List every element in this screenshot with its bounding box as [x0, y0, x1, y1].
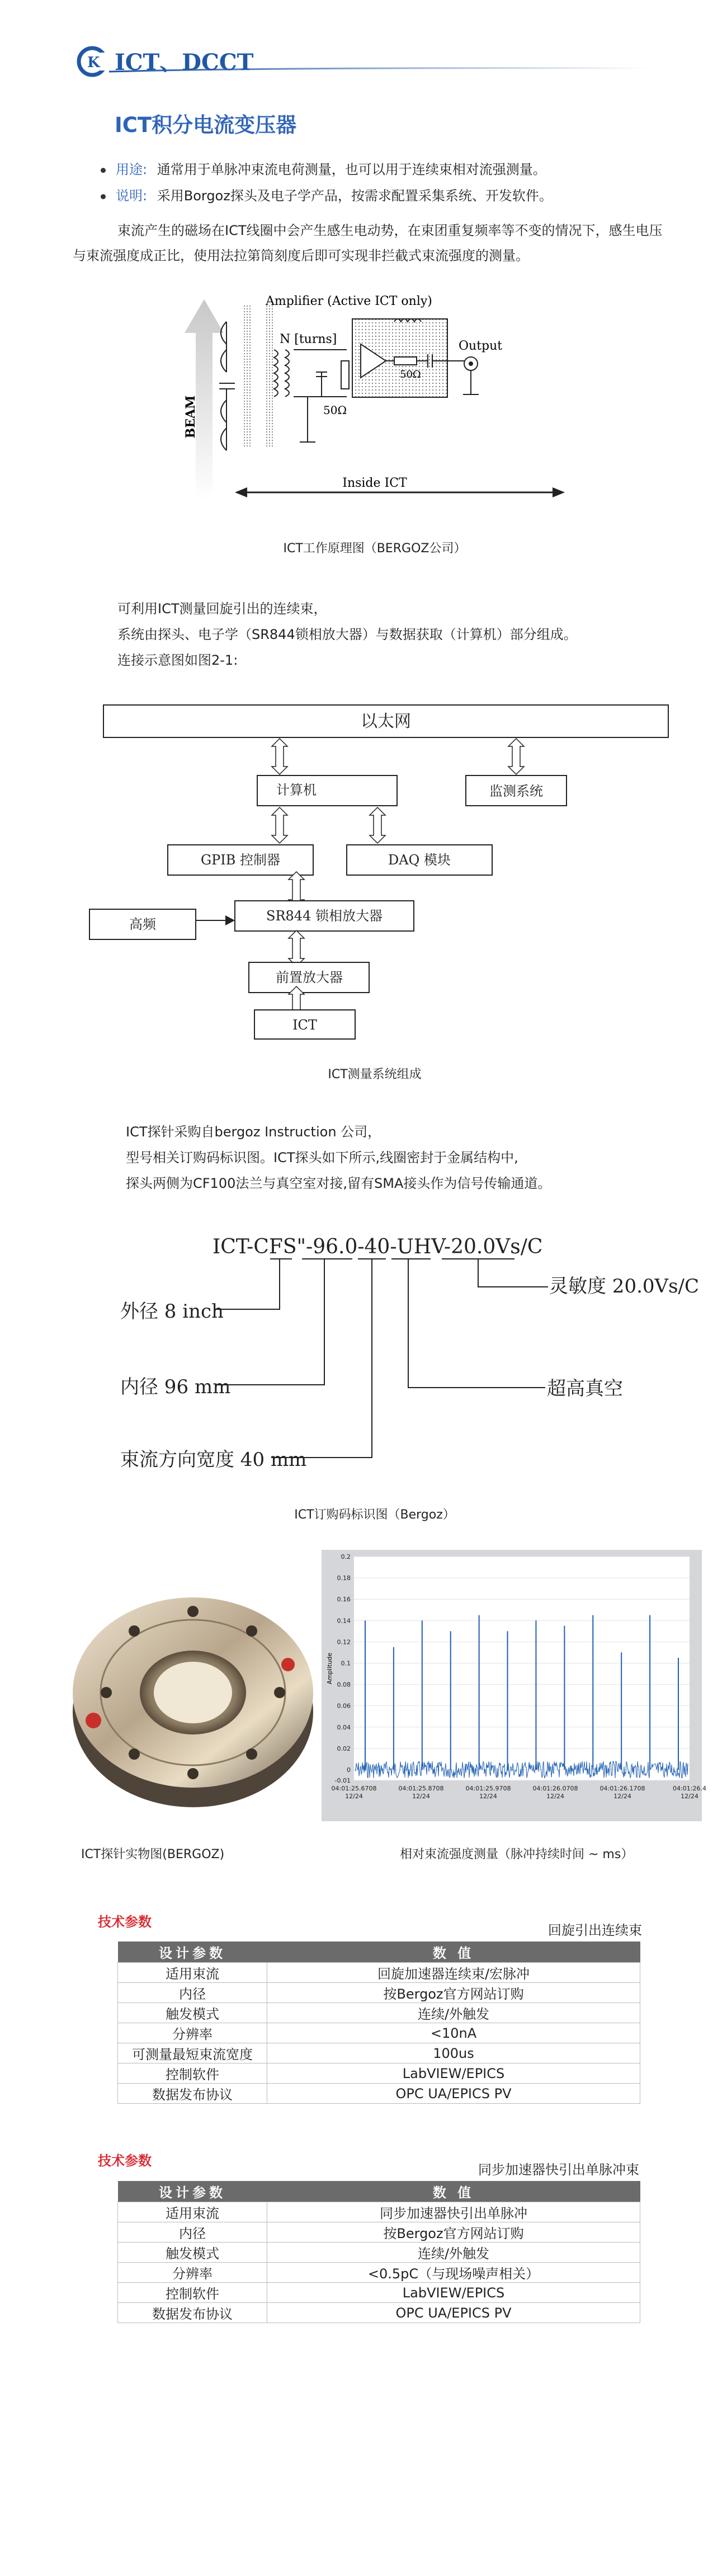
system-block-diagram — [87, 699, 679, 1035]
resistor-50-left: 50Ω — [323, 403, 347, 417]
order-code-diagram — [112, 1228, 699, 1474]
param-value: 按Bergoz官方网站订购 — [267, 1983, 640, 2003]
param-value: <10nA — [267, 2023, 640, 2043]
diagram3-caption: ICT订购码标识图（Bergoz） — [294, 1508, 455, 1522]
sensitivity-label: 灵敏度 20.0Vs/C — [549, 1275, 699, 1298]
turns-label: N [turns] — [280, 332, 337, 346]
param-name: 可测量最短束流宽度 — [118, 2043, 267, 2063]
param-name: 控制软件 — [118, 2283, 267, 2303]
y-tick-label: 0.16 — [337, 1596, 351, 1604]
y-tick-label: 0.14 — [337, 1617, 351, 1625]
param-value: <0.5pC（与现场噪声相关） — [267, 2263, 640, 2283]
beam-width-label: 束流方向宽度 40 mm — [120, 1449, 307, 1471]
uhv-label: 超高真空 — [547, 1378, 623, 1400]
y-tick-label: 0.2 — [341, 1553, 351, 1560]
table-header: 数 值 — [267, 1942, 640, 1963]
amplifier-label: Amplifier (Active ICT only) — [266, 294, 432, 308]
monitor-label: 监测系统 — [489, 783, 543, 799]
computer-label: 计算机 — [276, 782, 317, 798]
param-name: 数据发布协议 — [118, 2084, 267, 2104]
bullet-usage — [101, 158, 546, 178]
table-header: 设计参数 — [118, 1942, 267, 1963]
param-name: 适用束流 — [118, 2202, 267, 2222]
param-value: 连续/外触发 — [267, 2243, 640, 2263]
bullet-key: 说明: — [116, 188, 148, 204]
x-tick-label: 04:01:26.0708 12/24 — [532, 1785, 578, 1800]
x-tick-label: 04:01:26.4 12/24 — [673, 1785, 706, 1800]
table-header: 数 值 — [267, 2181, 640, 2202]
table-row — [118, 2243, 640, 2263]
y-tick-label: 0.08 — [337, 1681, 351, 1689]
ict-label: ICT — [292, 1017, 317, 1033]
probe-line-1: ICT探针采购自bergoz Instruction 公司， — [126, 1124, 381, 1140]
system-line-3: 连接示意图如图2-1: — [117, 652, 238, 668]
system-line-1: 可利用ICT测量回旋引出的连续束， — [117, 601, 327, 617]
inside-ict-label: Inside ICT — [342, 476, 407, 490]
y-tick-label: 0.02 — [337, 1745, 351, 1752]
param-value: 同步加速器快引出单脉冲 — [267, 2202, 640, 2222]
y-tick-label: 0.18 — [337, 1574, 351, 1582]
probe-line-2: 型号相关订购码标识图。ICT探头如下所示,线圈密封于金属结构中, — [126, 1150, 518, 1165]
table-row — [118, 1963, 640, 1983]
x-tick-label: 04:01:26.1708 12/24 — [599, 1785, 645, 1800]
y-tick-label: 0.1 — [341, 1660, 351, 1667]
param-name: 内径 — [118, 1983, 267, 2003]
preamp-label: 前置放大器 — [276, 970, 343, 985]
chart-y-axis-label: Amplitude — [326, 1652, 333, 1685]
sr844-label: SR844 锁相放大器 — [266, 908, 383, 924]
table-row — [118, 2084, 640, 2104]
table2-note: 同步加速器快引出单脉冲束 — [478, 2162, 639, 2178]
param-name: 控制软件 — [118, 2063, 267, 2084]
param-name: 分辨率 — [118, 2263, 267, 2283]
table-row — [118, 1983, 640, 2003]
ict-principle-diagram — [173, 288, 576, 523]
table-row — [118, 2202, 640, 2222]
y-tick-label: -0.01 — [334, 1777, 351, 1784]
param-value: 连续/外触发 — [267, 2003, 640, 2023]
system-line-2: 系统由探头、电子学（SR844锁相放大器）与数据获取（计算机）部分组成。 — [117, 627, 577, 642]
probe-line-3: 探头两侧为CF100法兰与真空室对接,留有SMA接头作为信号传输通道。 — [126, 1176, 551, 1191]
beam-intensity-chart — [322, 1550, 706, 1821]
table-row — [118, 2063, 640, 2084]
intro-paragraph: 束流产生的磁场在ICT线圈中会产生感生电动势，在束团重复频率等不变的情况下，感生电压与束流强度成正比，使用法拉第筒刻度后即可实现非拦截式束流强度的测量。 — [73, 223, 663, 264]
param-value: 回旋加速器连续束/宏脉冲 — [267, 1963, 640, 1983]
bullet-text: 采用Borgoz探头及电子学产品，按需求配置采集系统、开发软件。 — [157, 188, 553, 204]
param-name: 分辨率 — [118, 2023, 267, 2043]
param-value: LabVIEW/EPICS — [267, 2063, 640, 2084]
y-tick-label: 0.04 — [337, 1723, 351, 1731]
diagram1-caption: ICT工作原理图（BERGOZ公司） — [283, 542, 466, 556]
bullet-text: 通常用于单脉冲束流电荷测量，也可以用于连续束相对流强测量。 — [157, 162, 546, 177]
inner-diameter-label: 内径 96 mm — [120, 1376, 231, 1398]
output-label: Output — [459, 339, 503, 353]
beam-label: BEAM — [183, 395, 198, 439]
company-logo — [75, 45, 109, 78]
table2-specs — [117, 2181, 640, 2323]
table2-label: 技术参数 — [98, 2153, 152, 2169]
table1-note: 回旋引出连续束 — [548, 1922, 642, 1938]
param-name: 适用束流 — [118, 1963, 267, 1983]
param-name: 内径 — [118, 2222, 267, 2243]
table-row — [118, 2222, 640, 2243]
resistor-50-right: 50Ω — [400, 369, 421, 380]
bullet-description — [101, 185, 553, 204]
table-row — [118, 2263, 640, 2283]
param-name: 触发模式 — [118, 2003, 267, 2023]
table-row — [118, 2043, 640, 2063]
header-title: ICT、DCCT — [115, 49, 254, 76]
ethernet-label: 以太网 — [361, 712, 411, 731]
hf-label: 高频 — [129, 916, 156, 932]
photo-caption: ICT探针实物图(BERGOZ) — [81, 1848, 225, 1862]
param-value: OPC UA/EPICS PV — [267, 2303, 640, 2323]
outer-diameter-label: 外径 8 inch — [120, 1300, 224, 1323]
y-tick-label: 0.12 — [337, 1638, 351, 1646]
param-name: 数据发布协议 — [118, 2303, 267, 2323]
bullet-key: 用途: — [116, 162, 148, 177]
table-header: 设计参数 — [118, 2181, 267, 2202]
table-row — [118, 2303, 640, 2323]
param-value: OPC UA/EPICS PV — [267, 2084, 640, 2104]
table1-label: 技术参数 — [98, 1914, 152, 1930]
ict-probe-photo — [59, 1553, 316, 1821]
chart-caption: 相对束流强度测量（脉冲持续时间 ~ ms） — [400, 1848, 634, 1862]
diagram2-caption: ICT测量系统组成 — [328, 1068, 422, 1082]
page-title: ICT积分电流变压器 — [115, 113, 297, 137]
header-underline — [109, 66, 652, 74]
table1-specs — [117, 1942, 640, 2104]
x-tick-label: 04:01:25.6708 12/24 — [331, 1785, 377, 1800]
table-row — [118, 2003, 640, 2023]
y-tick-label: 0.06 — [337, 1702, 351, 1710]
order-code-text: ICT-CFS"-96.0-40-UHV-20.0Vs/C — [213, 1235, 543, 1258]
chart-plot-area — [354, 1557, 690, 1780]
param-value: 100us — [267, 2043, 640, 2063]
table-row — [118, 2023, 640, 2043]
gpib-label: GPIB 控制器 — [200, 852, 281, 868]
param-value: 按Bergoz官方网站订购 — [267, 2222, 640, 2243]
y-tick-label: 0 — [347, 1766, 351, 1774]
x-tick-label: 04:01:25.8708 12/24 — [398, 1785, 444, 1800]
param-value: LabVIEW/EPICS — [267, 2283, 640, 2303]
table-row — [118, 2283, 640, 2303]
svg-text:K: K — [87, 54, 100, 71]
param-name: 触发模式 — [118, 2243, 267, 2263]
x-tick-label: 04:01:25.9708 12/24 — [465, 1785, 511, 1800]
daq-label: DAQ 模块 — [388, 852, 451, 868]
